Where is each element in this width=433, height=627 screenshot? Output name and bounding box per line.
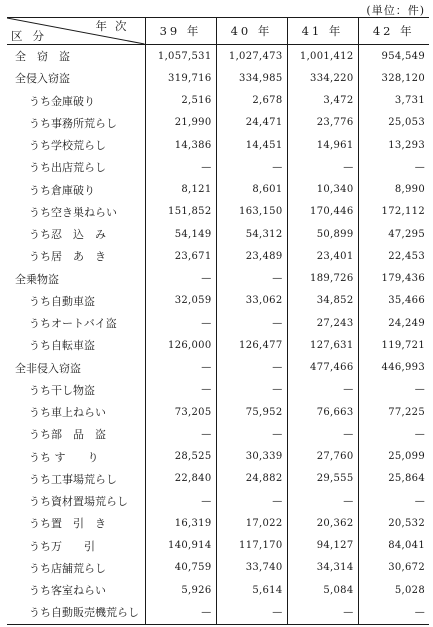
table-row	[7, 67, 429, 89]
row-label: うち忍 込 み	[29, 228, 106, 242]
row-label: 全乗物盗	[15, 272, 59, 286]
table-row	[7, 268, 429, 290]
table-row	[7, 290, 429, 312]
table-row	[7, 401, 429, 423]
value-cell: 126,477	[216, 334, 287, 356]
value-cell: —	[358, 490, 429, 512]
value-cell: 33,062	[216, 290, 287, 312]
value-cell: 24,882	[216, 468, 287, 490]
value-cell: 14,451	[216, 134, 287, 156]
value-cell: 54,312	[216, 223, 287, 245]
row-label: うち自動車盗	[29, 294, 95, 308]
value-cell: 25,864	[358, 468, 429, 490]
row-label: うち空き巣ねらい	[29, 205, 117, 219]
value-cell: 23,776	[287, 112, 358, 134]
table-row	[7, 90, 429, 112]
value-cell: —	[216, 156, 287, 178]
value-cell: 172,112	[358, 201, 429, 223]
value-cell: —	[216, 490, 287, 512]
value-cell: —	[287, 156, 358, 178]
row-label: うち部 品 盗	[29, 428, 106, 442]
value-cell: 30,672	[358, 557, 429, 579]
table-row	[7, 45, 429, 68]
row-label: うち学校荒らし	[29, 139, 106, 153]
value-cell: 127,631	[287, 334, 358, 356]
value-cell: 25,053	[358, 112, 429, 134]
value-cell: —	[216, 312, 287, 334]
value-cell: 13,293	[358, 134, 429, 156]
value-cell: —	[145, 379, 216, 401]
value-cell: —	[287, 490, 358, 512]
table-row	[7, 156, 429, 178]
value-cell: 27,760	[287, 446, 358, 468]
table-row	[7, 579, 429, 601]
value-cell: 8,121	[145, 179, 216, 201]
value-cell: 22,840	[145, 468, 216, 490]
year-header-41: 41 年	[287, 18, 358, 45]
corner-category-label: 区分	[11, 29, 54, 43]
corner-year-label: 年次	[95, 19, 135, 33]
value-cell: 140,914	[145, 535, 216, 557]
row-label: うち自動販売機荒らし	[7, 601, 145, 624]
table-row	[7, 446, 429, 468]
value-cell: 117,170	[216, 535, 287, 557]
value-cell: 21,990	[145, 112, 216, 134]
value-cell: 5,028	[358, 579, 429, 601]
table-row	[7, 379, 429, 401]
value-cell: 20,362	[287, 512, 358, 534]
value-cell: 1,027,473	[216, 45, 287, 68]
row-label: 全侵入窃盗	[15, 72, 70, 86]
value-cell: 2,516	[145, 90, 216, 112]
value-cell: —	[145, 490, 216, 512]
value-cell: —	[145, 156, 216, 178]
value-cell: 8,601	[216, 179, 287, 201]
value-cell: 32,059	[145, 290, 216, 312]
value-cell: 24,471	[216, 112, 287, 134]
value-cell: 28,525	[145, 446, 216, 468]
value-cell: 14,961	[287, 134, 358, 156]
row-label: うち自転車盗	[29, 339, 95, 353]
value-cell: —	[145, 423, 216, 445]
value-cell: 25,099	[358, 446, 429, 468]
value-cell: 34,314	[287, 557, 358, 579]
value-cell: 319,716	[145, 67, 216, 89]
value-cell: 47,295	[358, 223, 429, 245]
row-label: 全 窃 盗	[15, 50, 70, 64]
value-cell: 24,249	[358, 312, 429, 334]
row-label: うち出店荒らし	[29, 161, 106, 175]
value-cell: —	[358, 423, 429, 445]
value-cell: 23,489	[216, 245, 287, 267]
value-cell: —	[216, 379, 287, 401]
row-label: うち倉庫破り	[29, 183, 95, 197]
theft-statistics-table	[7, 17, 429, 625]
row-label: うち資材置場荒らし	[29, 495, 128, 509]
value-cell: 29,555	[287, 468, 358, 490]
value-cell: 126,000	[145, 334, 216, 356]
value-cell: 3,472	[287, 90, 358, 112]
value-cell: 10,340	[287, 179, 358, 201]
value-cell: 23,671	[145, 245, 216, 267]
table-row	[7, 601, 429, 624]
table-row	[7, 245, 429, 267]
row-label: うち金庫破り	[29, 94, 95, 108]
value-cell: —	[287, 423, 358, 445]
table-row	[7, 112, 429, 134]
value-cell: 34,852	[287, 290, 358, 312]
value-cell: 119,721	[358, 334, 429, 356]
year-header-40: 40 年	[216, 18, 287, 45]
value-cell: 1,057,531	[145, 45, 216, 68]
value-cell: —	[216, 601, 287, 624]
value-cell: 73,205	[145, 401, 216, 423]
table-row	[7, 223, 429, 245]
value-cell: 163,150	[216, 201, 287, 223]
row-label: うち干し物盗	[29, 383, 95, 397]
value-cell: —	[145, 268, 216, 290]
row-label: うち工事場荒らし	[29, 472, 117, 486]
table-row	[7, 557, 429, 579]
value-cell: 179,436	[358, 268, 429, 290]
row-label: うちオートバイ盗	[29, 317, 117, 331]
row-label: うち客室ねらい	[29, 584, 106, 598]
value-cell: 84,041	[358, 535, 429, 557]
row-label: うち置 引 き	[29, 517, 106, 531]
value-cell: 334,985	[216, 67, 287, 89]
value-cell: —	[358, 156, 429, 178]
value-cell: 5,084	[287, 579, 358, 601]
value-cell: 5,926	[145, 579, 216, 601]
value-cell: 189,726	[287, 268, 358, 290]
table-row	[7, 490, 429, 512]
value-cell: 30,339	[216, 446, 287, 468]
value-cell: 40,759	[145, 557, 216, 579]
value-cell: 23,401	[287, 245, 358, 267]
corner-header	[7, 18, 145, 45]
value-cell: 20,532	[358, 512, 429, 534]
year-header-39: 39 年	[145, 18, 216, 45]
row-label: うち事務所荒らし	[29, 116, 117, 130]
value-cell: 446,993	[358, 357, 429, 379]
table-row	[7, 134, 429, 156]
unit-label: (単位：件)	[366, 4, 425, 17]
value-cell: —	[358, 379, 429, 401]
value-cell: 8,990	[358, 179, 429, 201]
value-cell: 2,678	[216, 90, 287, 112]
table-row	[7, 334, 429, 356]
table-row	[7, 357, 429, 379]
value-cell: 76,663	[287, 401, 358, 423]
value-cell: —	[145, 312, 216, 334]
value-cell: —	[287, 601, 358, 624]
value-cell: 477,466	[287, 357, 358, 379]
table-row	[7, 179, 429, 201]
row-label: うち車上ねらい	[29, 406, 106, 420]
table-row	[7, 512, 429, 534]
value-cell: 170,446	[287, 201, 358, 223]
table-row	[7, 423, 429, 445]
value-cell: 75,952	[216, 401, 287, 423]
value-cell: 5,614	[216, 579, 287, 601]
value-cell: 54,149	[145, 223, 216, 245]
value-cell: 22,453	[358, 245, 429, 267]
value-cell: 328,120	[358, 67, 429, 89]
value-cell: —	[145, 357, 216, 379]
value-cell: 151,852	[145, 201, 216, 223]
value-cell: 50,899	[287, 223, 358, 245]
row-label: 全非侵入窃盗	[15, 361, 81, 375]
value-cell: —	[216, 357, 287, 379]
value-cell: 94,127	[287, 535, 358, 557]
value-cell: 1,001,412	[287, 45, 358, 68]
value-cell: 35,466	[358, 290, 429, 312]
value-cell: 17,022	[216, 512, 287, 534]
row-label: うち居 あ き	[29, 250, 106, 264]
table-row	[7, 201, 429, 223]
row-label: うち す り	[29, 450, 99, 464]
value-cell: —	[145, 601, 216, 624]
value-cell: 954,549	[358, 45, 429, 68]
table-row	[7, 535, 429, 557]
value-cell: 16,319	[145, 512, 216, 534]
table-row	[7, 468, 429, 490]
value-cell: 334,220	[287, 67, 358, 89]
value-cell: 33,740	[216, 557, 287, 579]
value-cell: 77,225	[358, 401, 429, 423]
value-cell: 27,243	[287, 312, 358, 334]
value-cell: —	[216, 268, 287, 290]
row-label: うち万 引	[29, 539, 95, 553]
value-cell: 3,731	[358, 90, 429, 112]
header-row	[7, 18, 429, 45]
value-cell: —	[216, 423, 287, 445]
value-cell: —	[287, 379, 358, 401]
year-header-42: 42 年	[358, 18, 429, 45]
table-row	[7, 312, 429, 334]
row-label: うち店舗荒らし	[29, 561, 106, 575]
value-cell: 14,386	[145, 134, 216, 156]
value-cell: —	[358, 601, 429, 624]
